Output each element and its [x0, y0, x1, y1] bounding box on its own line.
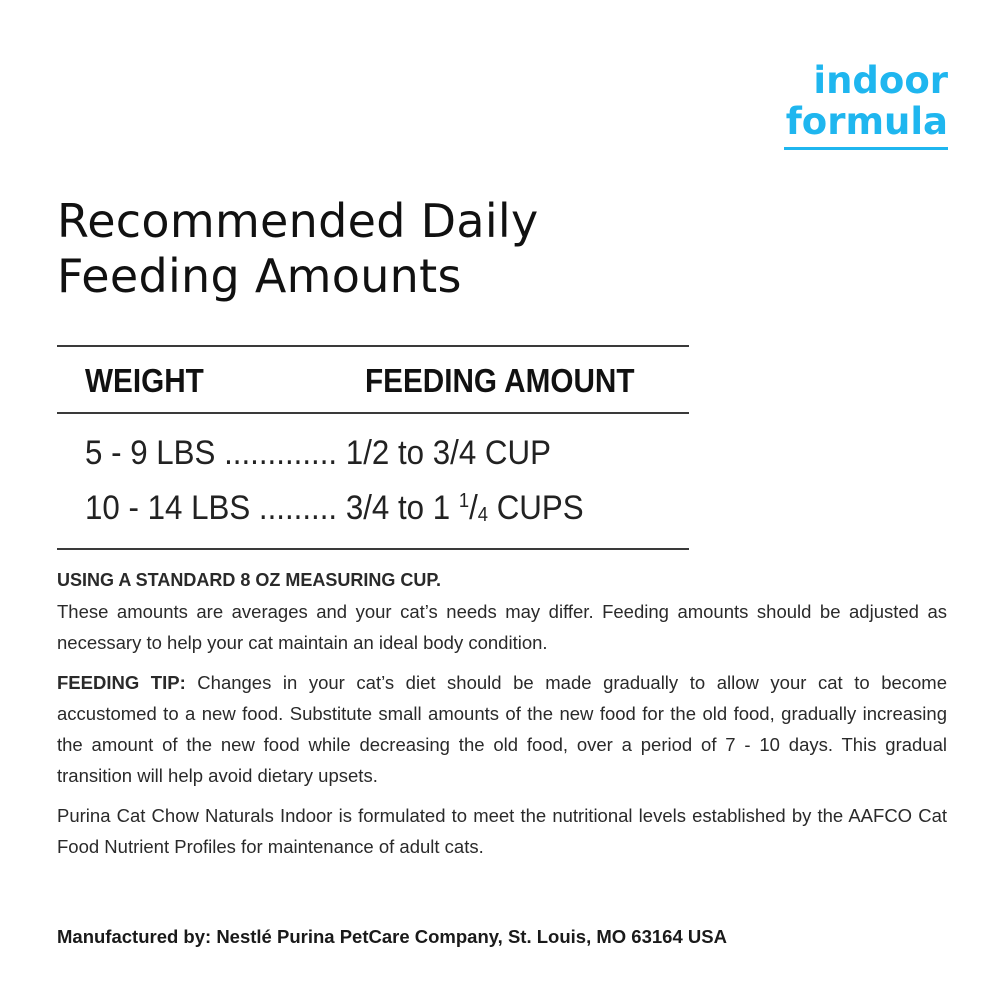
measuring-cup-heading: USING A STANDARD 8 OZ MEASURING CUP. — [57, 570, 442, 590]
table-bottom-rule — [57, 548, 689, 550]
feeding-notes — [57, 566, 947, 862]
table-row — [85, 489, 584, 528]
row-amount-prefix: 3/4 to 1 — [345, 489, 459, 527]
measuring-cup-text: These amounts are averages and your cat’s needs may differ. Feeding amounts should be adjusted as necessary to help your cat maintain an ideal body condition. — [57, 601, 947, 653]
table-body — [57, 414, 689, 548]
fraction-denominator: 4 — [477, 504, 489, 526]
title-line-1: Recommended Daily — [57, 194, 539, 248]
header-weight: WEIGHT — [85, 362, 204, 399]
badge-line-indoor: indoor — [813, 59, 948, 102]
row-amount-suffix: CUPS — [488, 489, 584, 527]
feeding-tip-label: FEEDING TIP: — [57, 672, 186, 693]
feeding-tip-text: Changes in your cat’s diet should be made gradually to allow your cat to become accustomed to a new food. Substitute small amounts of the new food for the old food, gradually increasing the amount of the new food while decreasing the old food, over a period of 7 - 10 days. This gradual transition will help avoid dietary upsets. — [57, 672, 948, 786]
header-feeding-amount: FEEDING AMOUNT — [365, 362, 635, 399]
page-title — [57, 194, 539, 304]
row-weight: 5 - 9 LBS — [85, 434, 216, 472]
row-leader-dots: ............. — [224, 434, 338, 472]
badge-line-formula: formula — [785, 100, 948, 143]
badge-underline — [784, 147, 948, 150]
feeding-tip-paragraph — [57, 667, 947, 791]
row-amount — [346, 489, 584, 527]
fraction-numerator: 1 — [458, 490, 470, 512]
table-row — [85, 434, 551, 473]
table-header — [57, 347, 689, 412]
row-amount: 1/2 to 3/4 CUP — [345, 434, 551, 472]
fraction-one-quarter: $^1/_4$ — [458, 489, 489, 527]
aafco-statement: Purina Cat Chow Naturals Indoor is formulated to meet the nutritional levels established by the AAFCO Cat Food Nutrient Profiles for maintenance of adult cats. — [57, 805, 947, 857]
row-weight: 10 - 14 LBS — [85, 489, 251, 527]
row-leader-dots: ......... — [258, 489, 338, 527]
title-line-2: Feeding Amounts — [57, 249, 462, 303]
feeding-table — [57, 345, 689, 550]
manufacturer-line: Manufactured by: Nestlé Purina PetCare Company, St. Louis, MO 63164 USA — [57, 926, 727, 947]
indoor-formula-badge — [786, 60, 948, 142]
